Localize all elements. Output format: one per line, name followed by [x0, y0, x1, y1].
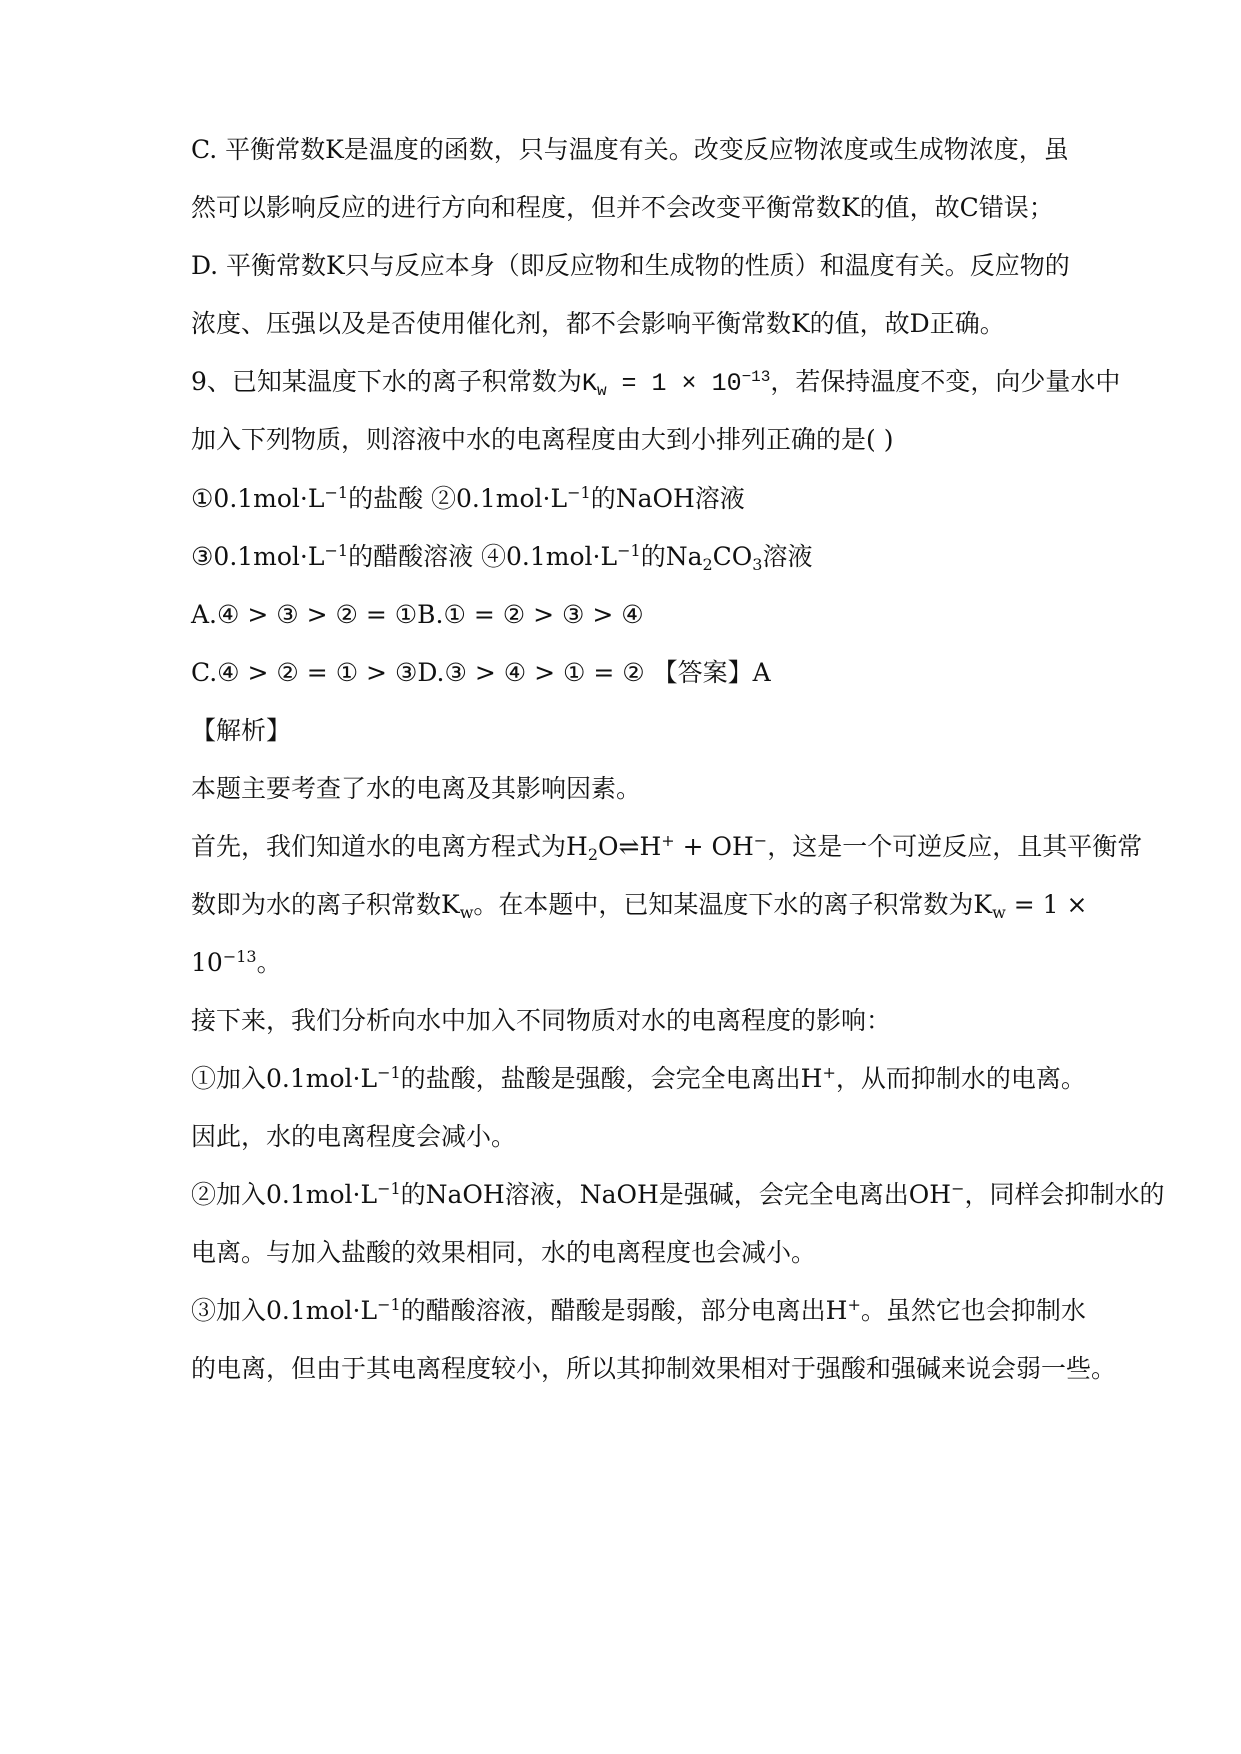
choices-a-b: A.④ > ③ > ② = ①B.① = ② > ③ > ④	[191, 600, 644, 629]
question-9-items-3-4: $③0.1mol\cdot L^{-1}$的醋酸溶液 $④0.1mol\cdot L^{-1}$的$Na_2CO_3$溶液	[191, 541, 813, 574]
choices-c-d-answer: C.④ > ② = ① > ③D.③ > ④ > ① = ② 【答案】A	[191, 658, 771, 687]
analysis-item-1-line-1: ①加入$0.1mol\cdot L^{-1}$的盐酸，盐酸是强酸，会完全电离出H+，从而抑制水的电离。	[191, 1063, 1086, 1093]
analysis-item-3-line-2: 的电离，但由于其电离程度较小，所以其抑制效果相对于强酸和强碱来说会弱一些。	[191, 1354, 1117, 1383]
analysis-paragraph-1: 本题主要考查了水的电离及其影响因素。	[191, 774, 642, 803]
analysis-kw-value-line: $10^{-13}$。	[191, 947, 282, 977]
question-9-stem-line-1: 9、已知某温度下水的离子积常数为$K_w = 1 \times 10^{-13}$，若保持温度不变，向少量水中	[191, 367, 1121, 400]
analysis-ionization-equation-line: 首先，我们知道水的电离方程式为$H_2O\rightleftharpoons H^+ + OH^-$，这是一个可逆反应，且其平衡常	[191, 831, 1143, 864]
option-c-explanation-line-1: C. 平衡常数K是温度的函数，只与温度有关。改变反应物浓度或生成物浓度，虽	[191, 135, 1069, 164]
analysis-kw-line: 数即为水的离子积常数$K_w$。在本题中，已知某温度下水的离子积常数为$K_w = 1$ ×	[191, 890, 1088, 922]
question-9-items-1-2: $①0.1mol\cdot L^{-1}$的盐酸 $②0.1mol\cdot L^{-1}$的NaOH溶液	[191, 483, 745, 513]
analysis-item-1-line-2: 因此，水的电离程度会减小。	[191, 1122, 517, 1151]
analysis-item-2-line-1: ②加入$0.1mol\cdot L^{-1}$的NaOH溶液，NaOH是强碱，会完全电离出OH−，同样会抑制水的	[191, 1179, 1165, 1209]
analysis-item-3-line-1: ③加入$0.1mol\cdot L^{-1}$的醋酸溶液，醋酸是弱酸，部分电离出H+。虽然它也会抑制水	[191, 1295, 1086, 1325]
analysis-heading: 【解析】	[191, 716, 292, 745]
kw-symbol: $K_w$	[581, 369, 607, 400]
question-9-stem-line-2: 加入下列物质，则溶液中水的电离程度由大到小排列正确的是( )	[191, 425, 894, 454]
option-d-explanation-line-2: 浓度、压强以及是否使用催化剂，都不会影响平衡常数K的值，故D正确。	[191, 309, 1005, 338]
analysis-item-2-line-2: 电离。与加入盐酸的效果相同，水的电离程度也会减小。	[191, 1238, 817, 1267]
analysis-transition: 接下来，我们分析向水中加入不同物质对水的电离程度的影响：	[191, 1006, 892, 1035]
option-d-explanation-line-1: D. 平衡常数K只与反应本身（即反应物和生成物的性质）和温度有关。反应物的	[191, 251, 1070, 280]
option-c-explanation-line-2: 然可以影响反应的进行方向和程度，但并不会改变平衡常数K的值，故C错误；	[191, 193, 1054, 222]
